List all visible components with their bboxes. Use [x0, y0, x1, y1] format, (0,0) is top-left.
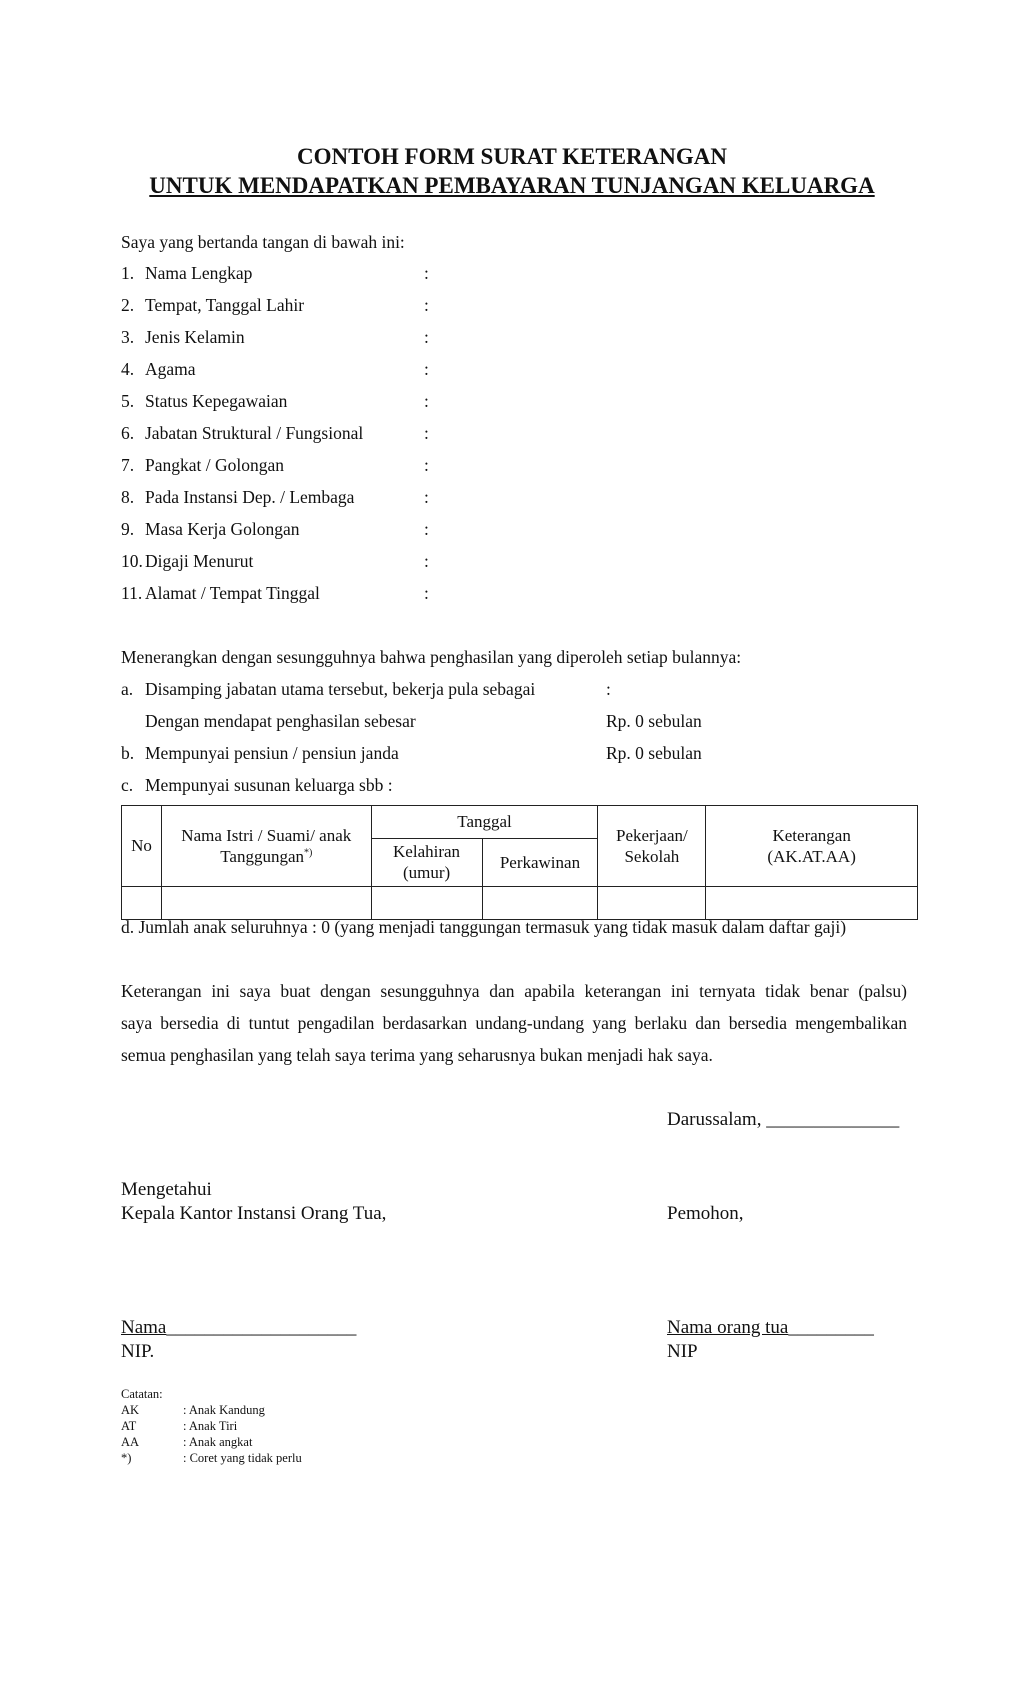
mengetahui-label: Mengetahui: [121, 1179, 212, 1200]
document-title: CONTOH FORM SURAT KETERANGAN: [296, 144, 727, 169]
note-row: AK : Anak Kandung: [121, 1403, 265, 1417]
field-row: 2. Tempat, Tanggal Lahir: [121, 295, 305, 315]
notes-title: Catatan:: [121, 1387, 163, 1401]
field-row: 1. Nama Lengkap: [121, 263, 253, 283]
table-cell: [122, 886, 162, 919]
signer-right-nip: NIP: [667, 1341, 698, 1362]
item-b: b. Mempunyai pensiun / pensiun janda: [121, 743, 399, 763]
table-header-no: No: [122, 806, 162, 887]
signer-left-nip: NIP.: [121, 1341, 155, 1362]
table-header-keterangan: Keterangan (AK.AT.AA): [706, 806, 918, 887]
field-colon: :: [424, 423, 429, 443]
signer-left-name: Nama____________________: [121, 1317, 357, 1338]
intro-text: Saya yang bertanda tangan di bawah ini:: [121, 232, 405, 252]
field-row: 10. Digaji Menurut: [121, 551, 254, 571]
table-cell: [371, 886, 482, 919]
field-row: 3. Jenis Kelamin: [121, 327, 245, 347]
table-header-tanggal: Tanggal: [371, 806, 598, 839]
field-colon: :: [424, 583, 429, 603]
field-colon: :: [424, 519, 429, 539]
field-row: 7. Pangkat / Golongan: [121, 455, 285, 475]
place-date: Darussalam, ______________: [667, 1109, 900, 1130]
item-c: c. Mempunyai susunan keluarga sbb :: [121, 775, 393, 795]
table-row: [122, 886, 918, 919]
item-d: d. Jumlah anak seluruhnya : 0 (yang menjadi tanggungan termasuk yang tidak masuk dalam daftar gaji): [121, 917, 847, 937]
table-cell: [482, 886, 598, 919]
note-row: AA : Anak angkat: [121, 1435, 253, 1449]
field-colon: :: [424, 359, 429, 379]
field-row: 5. Status Kepegawaian: [121, 391, 288, 411]
family-table: [121, 805, 918, 920]
table-cell: [706, 886, 918, 919]
field-colon: :: [424, 551, 429, 571]
item-b-value: Rp. 0 sebulan: [606, 743, 702, 763]
field-row: 11. Alamat / Tempat Tinggal: [121, 583, 320, 603]
field-colon: :: [424, 295, 429, 315]
field-row: 6. Jabatan Struktural / Fungsional: [121, 423, 364, 443]
closing-line-3: semua penghasilan yang telah saya terima yang seharusnya bukan menjadi hak saya.: [121, 1045, 713, 1065]
item-a2: Dengan mendapat penghasilan sebesar: [145, 711, 416, 731]
item-a2-value: Rp. 0 sebulan: [606, 711, 702, 731]
field-row: 8. Pada Instansi Dep. / Lembaga: [121, 487, 355, 507]
note-row: *) : Coret yang tidak perlu: [121, 1451, 302, 1465]
table-header-nama: Nama Istri / Suami/ anak Tanggungan*): [161, 806, 371, 887]
closing-line-1: Keterangan ini saya buat dengan sesungguhnya dan apabila keterangan ini ternyata tidak benar (palsu): [121, 981, 907, 1001]
kepala-kantor-label: Kepala Kantor Instansi Orang Tua,: [121, 1203, 387, 1224]
table-header-perkawinan: Perkawinan: [482, 839, 598, 887]
field-colon: :: [424, 391, 429, 411]
table-cell: [598, 886, 706, 919]
field-row: 9. Masa Kerja Golongan: [121, 519, 300, 539]
pemohon-label: Pemohon,: [667, 1203, 744, 1224]
item-a: a. Disamping jabatan utama tersebut, bekerja pula sebagai: [121, 679, 536, 699]
field-colon: :: [424, 263, 429, 283]
field-colon: :: [424, 487, 429, 507]
signer-right-name: Nama orang tua_________: [667, 1317, 874, 1338]
table-header-kelahiran: Kelahiran (umur): [371, 839, 482, 887]
field-colon: :: [424, 455, 429, 475]
table-header-pekerjaan: Pekerjaan/ Sekolah: [598, 806, 706, 887]
document-subtitle: UNTUK MENDAPATKAN PEMBAYARAN TUNJANGAN KELUARGA: [149, 173, 875, 198]
item-a-value: :: [606, 679, 611, 699]
note-row: AT : Anak Tiri: [121, 1419, 238, 1433]
table-cell: [161, 886, 371, 919]
field-colon: :: [424, 327, 429, 347]
statement-text: Menerangkan dengan sesungguhnya bahwa penghasilan yang diperoleh setiap bulannya:: [121, 647, 742, 667]
closing-line-2: saya bersedia di tuntut pengadilan berdasarkan undang-undang yang berlaku dan bersedia mengembalikan: [121, 1013, 907, 1033]
field-row: 4. Agama: [121, 359, 196, 379]
